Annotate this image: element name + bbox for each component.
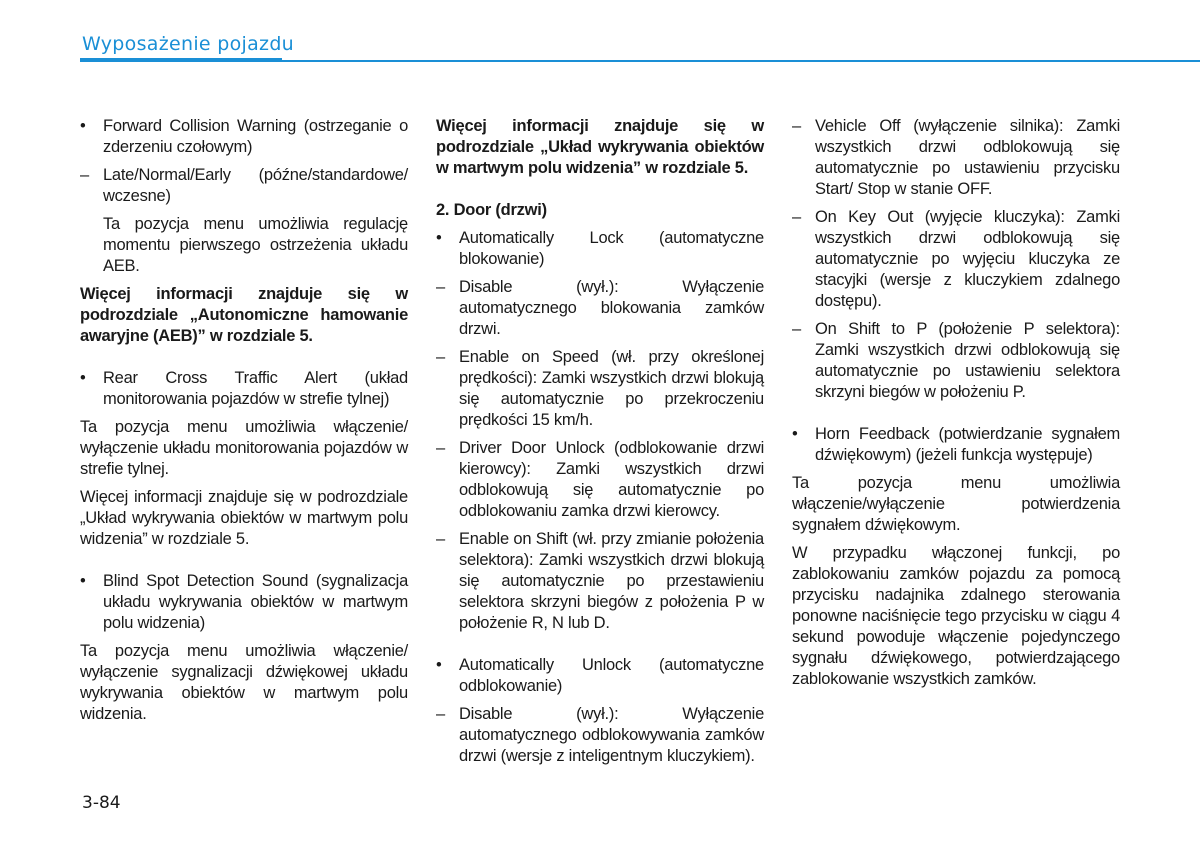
bullet-marker: • xyxy=(436,229,442,247)
dash-item-vehicle-off xyxy=(792,116,1120,200)
subsection-heading: 2. Door (drzwi) xyxy=(436,201,547,219)
bullet-item-rear-cross-traffic xyxy=(80,368,408,410)
bullet-item-horn-feedback xyxy=(792,424,1120,466)
bullet-item-automatically-unlock xyxy=(436,655,764,697)
dash-text: On Shift to P (położenie P selektora): Zamki wszystkich drzwi odblokowują się automatycznie po ustawieniu selektora skrzyni biegów w położeniu P. xyxy=(815,320,1120,401)
dash-text: Vehicle Off (wyłączenie silnika): Zamki wszystkich drzwi odblokowują się automatycznie po ustawieniu przycisku Start/ Stop w stanie OFF. xyxy=(815,117,1120,198)
dash-text: Enable on Shift (wł. przy zmianie położenia selektora): Zamki wszystkich drzwi blokują się automatycznie po przestawieniu selektora skrzyni biegów z położenia P w położenie R, N lub D. xyxy=(459,530,764,632)
page-number: 3-84 xyxy=(82,793,121,813)
paragraph: Więcej informacji znajduje się w podrozdziale „Układ wykrywania obiektów w martwym polu widzenia” w rozdziale 5. xyxy=(80,488,408,548)
dash-item-disable-unlock xyxy=(436,704,764,767)
paragraph: Ta pozycja menu umożliwia włączenie/ wyłączenie układu monitorowania pojazdów w strefie tylnej. xyxy=(80,418,408,478)
dash-marker: – xyxy=(436,278,445,296)
bullet-text: Blind Spot Detection Sound (sygnalizacja układu wykrywania obiektów w martwym polu widzenia) xyxy=(103,572,408,632)
paragraph: W przypadku włączonej funkcji, po zablokowaniu zamków pojazdu za pomocą przycisku nadajnika zdalnego sterowania ponowne naciśnięcie tego przycisku w ciągu 4 sekund powoduje włączenie pojedynczego sygnału dźwiękowego, potwierdzającego zablokowanie wszystkich zamków. xyxy=(792,544,1120,688)
column-1 xyxy=(80,116,408,732)
bullet-marker: • xyxy=(436,656,442,674)
bold-reference: Więcej informacji znajduje się w podrozdziale „Układ wykrywania obiektów w martwym polu widzenia” w rozdziale 5. xyxy=(436,117,764,177)
column-3 xyxy=(792,116,1120,697)
dash-marker: – xyxy=(792,117,801,135)
dash-text: Driver Door Unlock (odblokowanie drzwi kierowcy): Zamki wszystkich drzwi odblokowują się automatycznie po odblokowaniu zamka drzwi kierowcy. xyxy=(459,439,764,520)
bold-reference: Więcej informacji znajduje się w podrozdziale „Autonomiczne hamowanie awaryjne (AEB)” w rozdziale 5. xyxy=(80,285,408,345)
dash-marker: – xyxy=(80,166,89,184)
bullet-text: Horn Feedback (potwierdzanie sygnałem dźwiękowym) (jeżeli funkcja występuje) xyxy=(815,425,1120,464)
column-2 xyxy=(436,116,764,774)
dash-marker: – xyxy=(792,208,801,226)
indented-paragraph: Ta pozycja menu umożliwia regulację momentu pierwszego ostrzeżenia układu AEB. xyxy=(103,215,408,275)
bullet-marker: • xyxy=(792,425,798,443)
bullet-marker: • xyxy=(80,572,86,590)
bullet-text: Automatically Lock (automatyczne blokowanie) xyxy=(459,229,764,268)
dash-item-enable-on-shift xyxy=(436,529,764,634)
header-rule xyxy=(282,60,1200,62)
bullet-item-forward-collision xyxy=(80,116,408,158)
dash-item-disable xyxy=(436,277,764,340)
paragraph: Ta pozycja menu umożliwia włączenie/ wyłączenie sygnalizacji dźwiękowej układu wykrywania obiektów w martwym polu widzenia. xyxy=(80,642,408,723)
bullet-marker: • xyxy=(80,117,86,135)
dash-item-on-key-out xyxy=(792,207,1120,312)
bullet-marker: • xyxy=(80,369,86,387)
dash-item-enable-on-speed xyxy=(436,347,764,431)
bullet-text: Rear Cross Traffic Alert (układ monitorowania pojazdów w strefie tylnej) xyxy=(103,369,408,408)
dash-text: On Key Out (wyjęcie kluczyka): Zamki wszystkich drzwi odblokowują się automatycznie po wyjęciu kluczyka ze stacyjki (wersje z kluczykiem zdalnego dostępu). xyxy=(815,208,1120,310)
dash-text: Late/Normal/Early (późne/standardowe/ wczesne) xyxy=(103,166,408,205)
header-rule-accent xyxy=(80,58,282,62)
dash-item-driver-door-unlock xyxy=(436,438,764,522)
paragraph: Ta pozycja menu umożliwia włączenie/wyłączenie potwierdzenia sygnałem dźwiękowym. xyxy=(792,474,1120,534)
section-title: Wyposażenie pojazdu xyxy=(82,33,295,55)
dash-marker: – xyxy=(792,320,801,338)
dash-item-on-shift-to-p xyxy=(792,319,1120,403)
dash-marker: – xyxy=(436,439,445,457)
dash-text: Disable (wył.): Wyłączenie automatycznego odblokowywania zamków drzwi (wersje z inteligentnym kluczykiem). xyxy=(459,705,764,765)
dash-marker: – xyxy=(436,530,445,548)
dash-text: Disable (wył.): Wyłączenie automatycznego blokowania zamków drzwi. xyxy=(459,278,764,338)
bullet-text: Automatically Unlock (automatyczne odblokowanie) xyxy=(459,656,764,695)
bullet-text: Forward Collision Warning (ostrzeganie o zderzeniu czołowym) xyxy=(103,117,408,156)
bullet-item-blind-spot-sound xyxy=(80,571,408,634)
dash-marker: – xyxy=(436,705,445,723)
dash-marker: – xyxy=(436,348,445,366)
bullet-item-automatically-lock xyxy=(436,228,764,270)
dash-item-late-normal-early xyxy=(80,165,408,207)
dash-text: Enable on Speed (wł. przy określonej prędkości): Zamki wszystkich drzwi blokują się automatycznie po przekroczeniu prędkości 15 km/h. xyxy=(459,348,764,429)
